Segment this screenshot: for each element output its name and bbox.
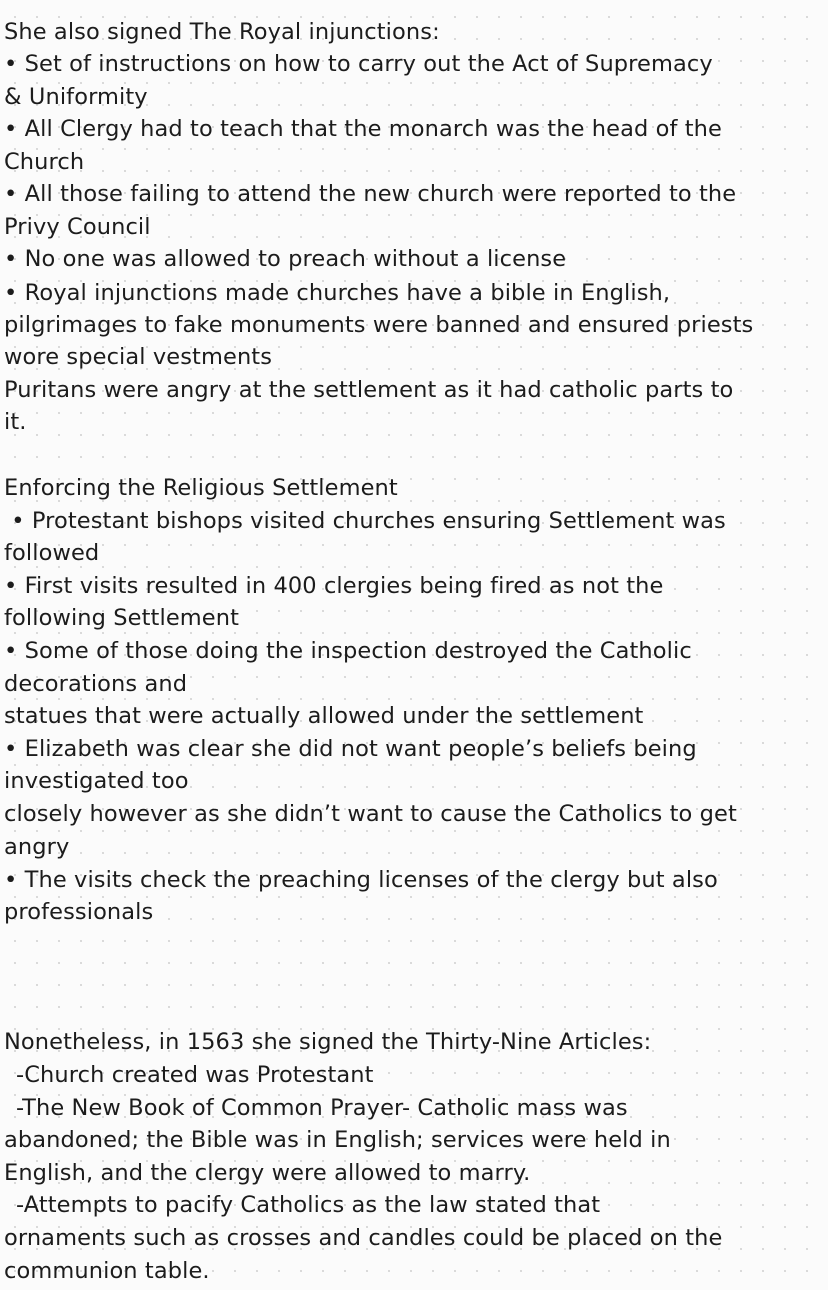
note-line: angry <box>4 834 70 860</box>
note-line: ornaments such as crosses and candles could be placed on the <box>4 1225 723 1251</box>
note-line: abandoned; the Bible was in English; services were held in <box>4 1127 671 1153</box>
note-line: Church <box>4 149 85 175</box>
note-line: followed <box>4 540 100 566</box>
note-line: • Protestant bishops visited churches ensuring Settlement was <box>4 508 726 534</box>
note-line: • All those failing to attend the new church were reported to the <box>4 181 737 207</box>
note-line: & Uniformity <box>4 84 148 110</box>
note-line: • All Clergy had to teach that the monarch was the head of the <box>4 116 722 142</box>
note-line: communion table. <box>4 1258 210 1284</box>
note-line: English, and the clergy were allowed to marry. <box>4 1160 531 1186</box>
note-line: professionals <box>4 899 154 925</box>
note-line: Puritans were angry at the settlement as it had catholic parts to <box>4 377 734 403</box>
note-line: pilgrimages to fake monuments were banned and ensured priests <box>4 312 754 338</box>
note-line: • Set of instructions on how to carry out the Act of Supremacy <box>4 51 713 77</box>
note-line: -Church created was Protestant <box>16 1062 374 1088</box>
note-line: following Settlement <box>4 605 240 631</box>
section-royal-injunctions-heading: She also signed The Royal injunctions: <box>4 19 440 45</box>
note-line: • Elizabeth was clear she did not want people’s beliefs being <box>4 736 697 762</box>
note-line: -The New Book of Common Prayer- Catholic mass was <box>16 1095 628 1121</box>
note-line: decorations and <box>4 671 188 697</box>
note-line: • No one was allowed to preach without a license <box>4 246 567 272</box>
note-line: • First visits resulted in 400 clergies being fired as not the <box>4 573 664 599</box>
note-line: investigated too <box>4 768 189 794</box>
note-line: • The visits check the preaching licenses of the clergy but also <box>4 867 718 893</box>
section-enforcing-heading: Enforcing the Religious Settlement <box>4 475 398 501</box>
note-line: statues that were actually allowed under the settlement <box>4 703 644 729</box>
note-line: Privy Council <box>4 214 151 240</box>
section-thirty-nine-articles-heading: Nonetheless, in 1563 she signed the Thirty-Nine Articles: <box>4 1029 652 1055</box>
note-line: • Some of those doing the inspection destroyed the Catholic <box>4 638 692 664</box>
note-line: -Attempts to pacify Catholics as the law stated that <box>16 1192 601 1218</box>
note-line: • Royal injunctions made churches have a bible in English, <box>4 280 671 306</box>
note-line: wore special vestments <box>4 344 273 370</box>
note-line: it. <box>4 409 27 435</box>
note-line: closely however as she didn’t want to cause the Catholics to get <box>4 801 737 827</box>
